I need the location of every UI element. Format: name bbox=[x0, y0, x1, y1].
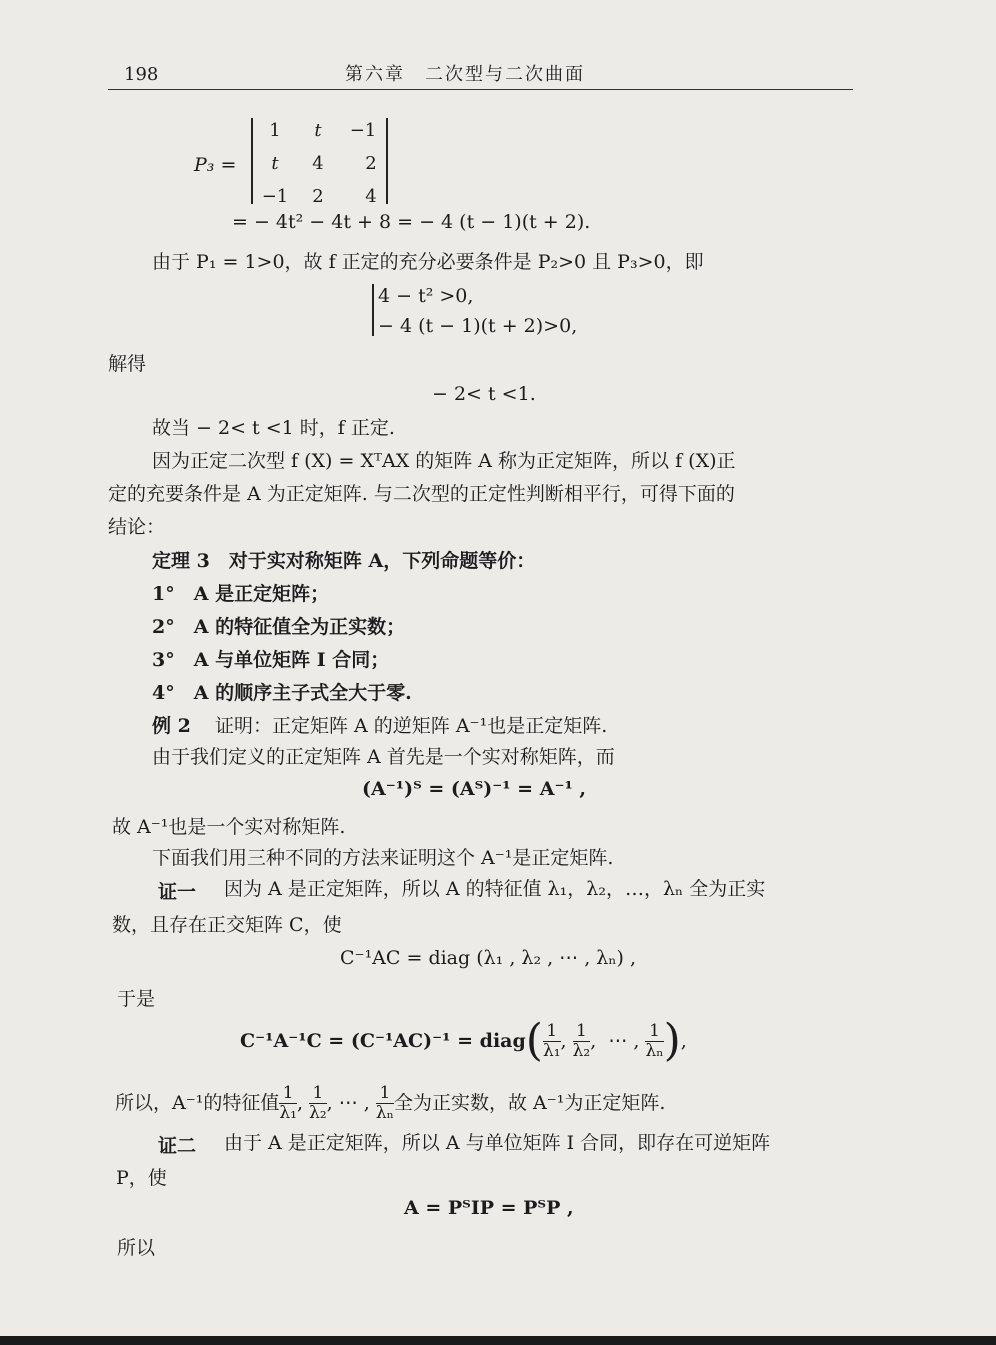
theorem-item-2: 2° A 的特征值全为正实数； bbox=[152, 616, 406, 638]
det-cell-1-1: 1 bbox=[269, 120, 281, 141]
so-label: 所以 bbox=[117, 1237, 156, 1259]
proof1-line-1: 因为 A 是正定矩阵，所以 A 的特征值 λ₁，λ₂，…，λₙ 全为正实 bbox=[224, 878, 766, 900]
scan-bottom-edge bbox=[0, 1336, 996, 1345]
theorem-item-4: 4° A 的顺序主子式全大于零. bbox=[152, 682, 412, 704]
therefore-label: 于是 bbox=[117, 988, 156, 1010]
system-brace bbox=[372, 284, 374, 336]
det-cell-2-1: t bbox=[271, 153, 279, 174]
fraction-1: $\frac{1}{\text{λ₁}}$ bbox=[542, 1020, 561, 1061]
condition-line: 由于 P₁ = 1>0，故 f 正定的充分必要条件是 P₂>0 且 P₃>0，即 bbox=[152, 251, 704, 273]
conclusion-prefix: 所以，A⁻¹的特征值 bbox=[115, 1092, 280, 1114]
example-line-1: 由于我们定义的正定矩阵 A 首先是一个实对称矩阵，而 bbox=[152, 746, 615, 768]
determinant-left-bar bbox=[251, 118, 253, 204]
diagonalization-equation: C⁻¹AC = diag (λ₁ , λ₂ , ⋯ , λₙ) , bbox=[340, 947, 637, 969]
inverse-diagonalization-equation: C⁻¹A⁻¹C = (C⁻¹AC)⁻¹ = diag ( $\frac{1}{\text{λ₁}}$ , $\frac{1}{\text{λ₂}}$ , ⋯ , $\frac{1}{\text{λₙ}}$ ) , bbox=[240, 1015, 687, 1066]
det-cell-2-2: 4 bbox=[312, 153, 324, 174]
det-cell-2-3: 2 bbox=[365, 153, 377, 174]
eig-fraction-2: $\frac{1}{\text{λ₂}}$ bbox=[309, 1082, 327, 1123]
solution: − 2< t <1. bbox=[432, 383, 536, 405]
det-cell-3-3: 4 bbox=[365, 186, 377, 207]
page-number: 198 bbox=[124, 64, 159, 85]
solve-label: 解得 bbox=[108, 353, 147, 375]
proof2-line-2: P，使 bbox=[116, 1167, 167, 1189]
determinant-label: P₃ = bbox=[194, 154, 237, 176]
proof1-label: 证一 bbox=[158, 881, 197, 903]
conclusion-line: 故当 − 2< t <1 时，f 正定. bbox=[152, 417, 395, 439]
det-cell-3-1: −1 bbox=[261, 186, 289, 207]
paragraph-line-3: 结论： bbox=[108, 516, 166, 538]
chapter-title: 第六章 二次型与二次曲面 bbox=[345, 64, 585, 85]
example-statement: 证明：正定矩阵 A 的逆矩阵 A⁻¹也是正定矩阵. bbox=[215, 715, 608, 737]
theorem-item-1: 1° A 是正定矩阵； bbox=[152, 583, 330, 605]
paragraph-line-2: 定的充要条件是 A 为正定矩阵. 与二次型的正定性判断相平行，可得下面的 bbox=[108, 483, 735, 505]
theorem-heading: 定理 3 对于实对称矩阵 A，下列命题等价： bbox=[152, 550, 536, 572]
det-cell-1-3: −1 bbox=[349, 120, 377, 141]
congruence-equation: A = PᵀIP = PᵀP , bbox=[404, 1197, 574, 1219]
theorem-item-3: 3° A 与单位矩阵 I 合同； bbox=[152, 649, 390, 671]
example-line-2: 故 A⁻¹也是一个实对称矩阵. bbox=[112, 816, 346, 838]
example-line-3: 下面我们用三种不同的方法来证明这个 A⁻¹是正定矩阵. bbox=[152, 847, 614, 869]
det-cell-1-2: t bbox=[314, 120, 322, 141]
conclusion-suffix: 全为正实数，故 A⁻¹为正定矩阵. bbox=[394, 1092, 666, 1114]
fraction-n: $\frac{1}{\text{λₙ}}$ bbox=[645, 1020, 664, 1061]
header-rule bbox=[108, 89, 853, 90]
det-cell-3-2: 2 bbox=[312, 186, 324, 207]
proof1-line-2: 数，且存在正交矩阵 C，使 bbox=[112, 914, 342, 936]
system-line-2: − 4 (t − 1)(t + 2)>0, bbox=[378, 315, 578, 337]
left-paren: ( bbox=[525, 1015, 543, 1066]
proof2-label: 证二 bbox=[158, 1135, 197, 1157]
fraction-2: $\frac{1}{\text{λ₂}}$ bbox=[572, 1020, 591, 1061]
inverse-equation-left: C⁻¹A⁻¹C = (C⁻¹AC)⁻¹ = diag bbox=[240, 1030, 526, 1052]
eig-fraction-1: $\frac{1}{\text{λ₁}}$ bbox=[279, 1082, 297, 1123]
right-paren: ) bbox=[663, 1015, 681, 1066]
eigenvalue-conclusion: 所以，A⁻¹的特征值 $\frac{1}{\text{λ₁}}$ , $\frac{1}{\text{λ₂}}$ , ⋯ , $\frac{1}{\text{λₙ}}$ 全为正实数，故 A⁻¹为正定矩阵. bbox=[115, 1082, 666, 1123]
example-label: 例 2 bbox=[152, 715, 191, 737]
system-line-1: 4 − t² >0, bbox=[378, 285, 474, 307]
paragraph-line-1: 因为正定二次型 f (X) = XᵀAX 的矩阵 A 称为正定矩阵，所以 f (X)正 bbox=[152, 450, 736, 472]
determinant-result: = − 4t² − 4t + 8 = − 4 (t − 1)(t + 2). bbox=[232, 211, 591, 233]
inverse-transpose-equation: (A⁻¹)ᵀ = (Aᵀ)⁻¹ = A⁻¹ , bbox=[362, 778, 587, 800]
eig-fraction-n: $\frac{1}{\text{λₙ}}$ bbox=[375, 1082, 394, 1123]
proof2-line-1: 由于 A 是正定矩阵，所以 A 与单位矩阵 I 合同，即存在可逆矩阵 bbox=[224, 1132, 771, 1154]
